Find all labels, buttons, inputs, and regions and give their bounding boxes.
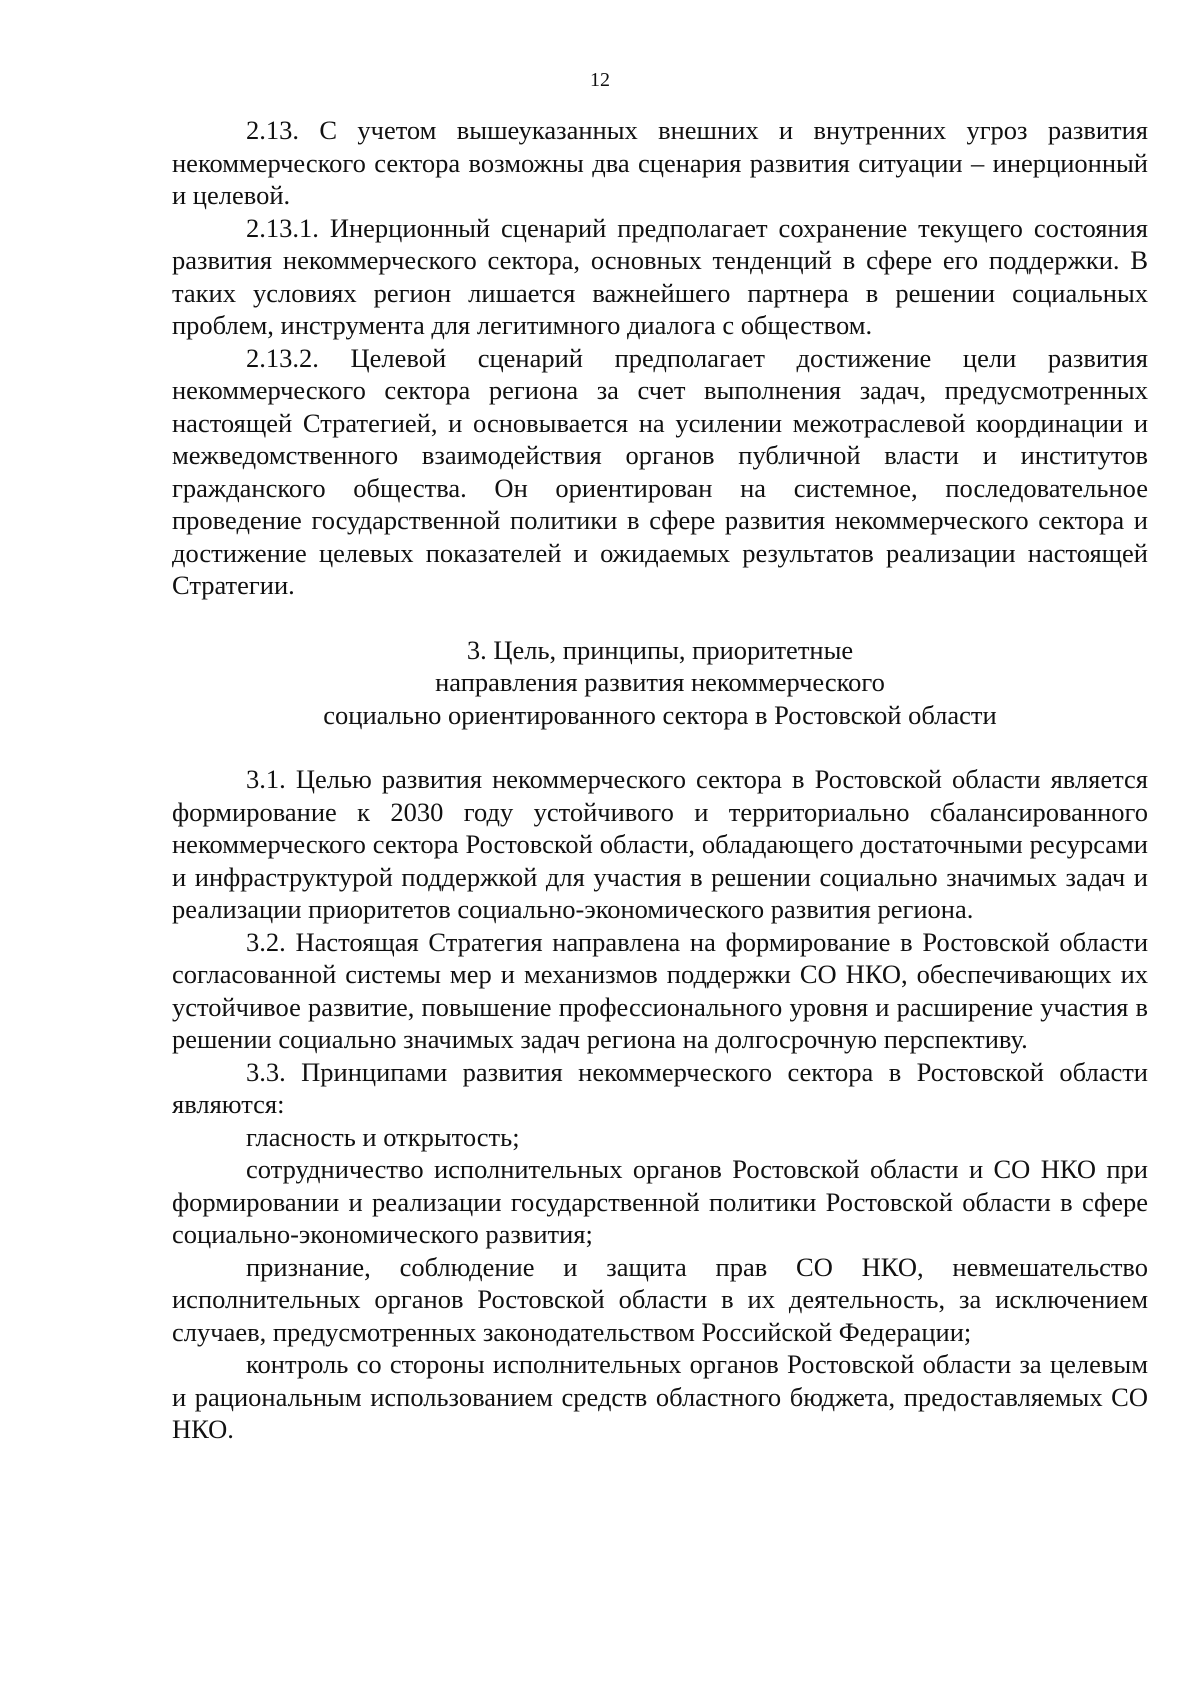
principle-item-4: контроль со стороны исполнительных органов Ростовской области за целевым и рациональным использованием средств областного бюджета, предоставляемых СО НКО.: [172, 1349, 1148, 1444]
paragraph-3-2: 3.2. Настоящая Стратегия направлена на формирование в Ростовской области согласованной системы мер и механизмов поддержки СО НКО, обеспечивающих их устойчивое развитие, повышение профессионального уровня и расширение участия в решении социально значимых задач региона на долгосрочную перспективу.: [172, 926, 1148, 1054]
section-heading-line-2: направления развития некоммерческого: [435, 667, 885, 697]
principle-item-3: признание, соблюдение и защита прав СО НКО, невмешательство исполнительных органов Ростовской области в их деятельность, за исключением случаев, предусмотренных законодательством Российской Федерации;: [172, 1251, 1148, 1347]
principle-item-2: сотрудничество исполнительных органов Ростовской области и СО НКО при формировании и реализации государственной политики Ростовской области в сфере социально-экономического развития;: [172, 1154, 1148, 1249]
section-3-heading: [172, 634, 1148, 732]
principle-item-1: гласность и открытость;: [246, 1121, 520, 1152]
page-number: 12: [590, 69, 610, 91]
paragraph-2-13-1: 2.13.1. Инерционный сценарий предполагает сохранение текущего состояния развития некоммерческого сектора, основных тенденций в сфере его поддержки. В таких условиях регион лишается важнейшего партнера в решении социальных проблем, инструмента для легитимного диалога с обществом.: [172, 212, 1148, 340]
section-heading-line-1: 3. Цель, принципы, приоритетные: [466, 634, 854, 665]
section-heading-line-3: социально ориентированного сектора в Ростовской области: [323, 699, 997, 730]
document-body: [172, 114, 1148, 1446]
paragraph-3-1: 3.1. Целью развития некоммерческого сектора в Ростовской области является формирование к 2030 году устойчивого и территориально сбалансированного некоммерческого сектора Ростовской области, обладающего достаточными ресурсами и инфраструктурой поддержкой для участия в решении социально значимых задач и реализации приоритетов социально-экономического развития региона.: [172, 764, 1148, 924]
paragraph-2-13-2: 2.13.2. Целевой сценарий предполагает достижение цели развития некоммерческого сектора региона за счет выполнения задач, предусмотренных настоящей Стратегией, и основывается на усилении межотраслевой координации и межведомственного взаимодействия органов публичной власти и институтов гражданского общества. Он ориентирован на системное, последовательное проведение государственной политики в сфере развития некоммерческого сектора и достижение целевых показателей и ожидаемых результатов реализации настоящей Стратегии.: [172, 342, 1148, 600]
paragraph-2-13: 2.13. С учетом вышеуказанных внешних и внутренних угроз развития некоммерческого сектора возможны два сценария развития ситуации – инерционный и целевой.: [172, 115, 1148, 210]
paragraph-3-3: 3.3. Принципами развития некоммерческого сектора в Ростовской области являются:: [172, 1056, 1148, 1119]
